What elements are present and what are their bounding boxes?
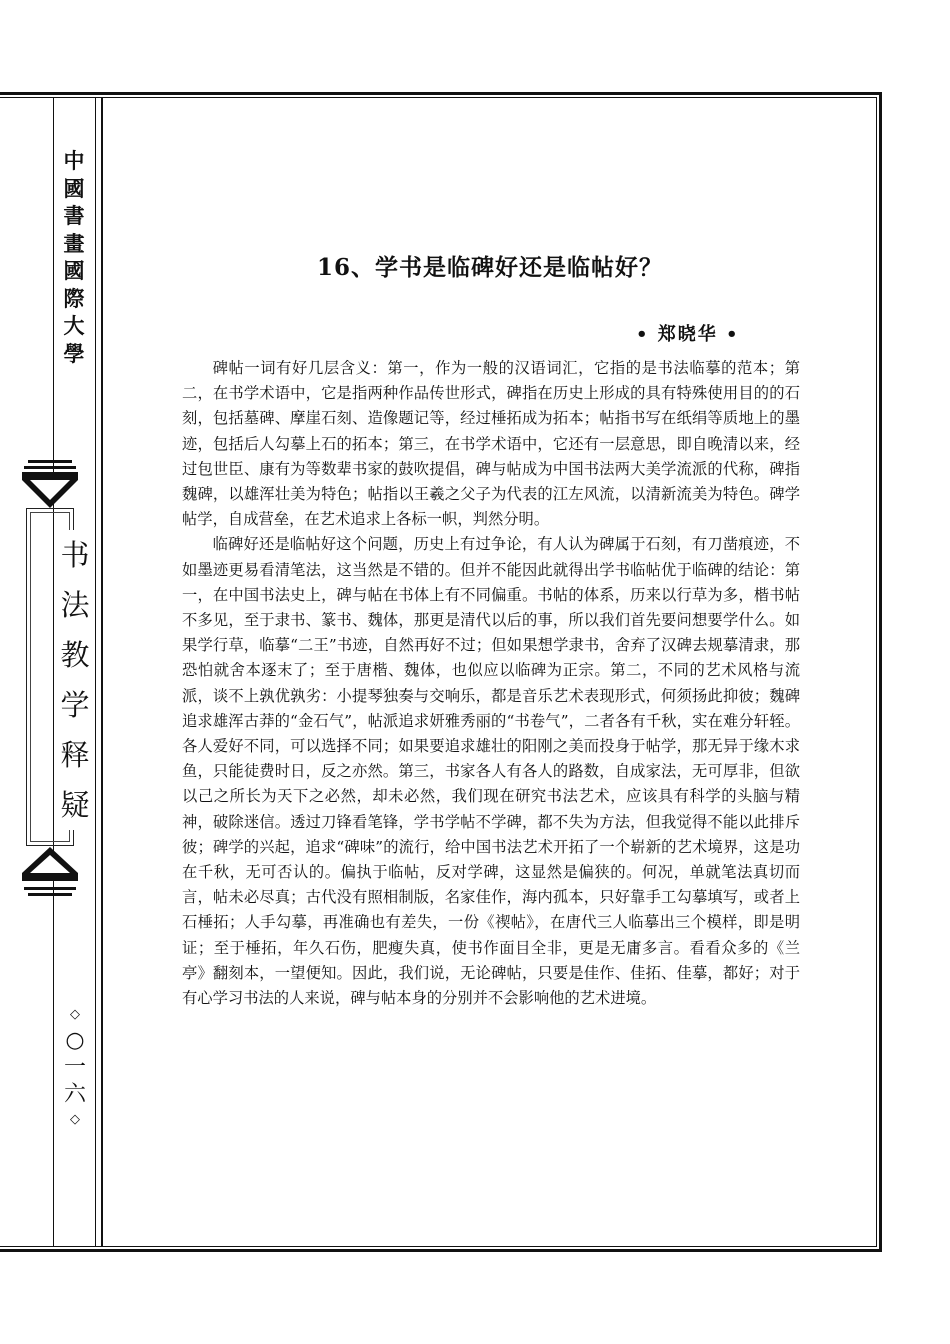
article-author: • 郑晓华 • bbox=[636, 324, 740, 345]
diamond-icon: ◇ bbox=[70, 1007, 80, 1022]
sidebar-rule-thick bbox=[101, 97, 103, 1247]
paragraph: 临碑好还是临帖好这个问题，历史上有过争论，有人认为碑属于石刻，有刀凿痕迹，不如墨迹更易看清笔法，这当然是不错的。但并不能因此就得出学书临帖优于临碑的结论：第一，在中国书法史上，碑与帖在书体上有不同偏重。书帖的体系，历来以行草为多，楷书帖不多见，至于隶书、篆书、魏体，那更是清代以后的事，所以我们首先要问想要学什么。如果学行草，临摹“二王”书迹，自然再好不过；但如果想学隶书，舍弃了汉碑去规摹清隶，那恐怕就舍本逐末了；至于唐楷、魏体，也似应以临碑为正宗。第二，不同的艺术风格与流派，谈不上孰优孰劣：小提琴独奏与交响乐，都是音乐艺术表现形式，何须扬此抑彼；魏碑追求雄浑古莽的“金石气”，帖派追求妍雅秀丽的“书卷气”，二者各有千秋，实在难分轩轾。各人爱好不同，可以选择不同；如果要追求雄壮的阳刚之美而投身于帖学，那无异于缘木求鱼，只能徒费时日，反之亦然。第三，书家各人有各人的路数，自成家法，无可厚非，但欲以己之所长为天下之必然，却未必然，我们现在研究书法艺术，应该具有科学的头脑与精神，破除迷信。透过刀锋看笔锋，学书学帖不学碑，都不失为方法，但我觉得不能以此排斥彼；碑学的兴起，追求“碑味”的流行，给中国书法艺术开拓了一个崭新的艺术境界，这是功在千秋，无可否认的。偏执于临帖，反对学碑，这显然是偏狭的。何况，单就笔法真切而言，帖未必尽真；古代没有照相制版，名家佳作，海内孤本，只好靠手工勾摹填写，或者上石棰拓；人手勾摹，再准确也有差失，一份《禊帖》，在唐代三人临摹出三个模样，即是明证；至于棰拓，年久石伤，肥瘦失真，使书作面目全非，更是无庸多言。看看众多的《兰亭》翻刻本，一望便知。因此，我们说，无论碑帖，只要是佳作、佳拓、佳摹，都好；对于有心学习书法的人来说，碑与帖本身的分别并不会影响他的艺术进境。 bbox=[182, 535, 800, 1008]
school-char: 際 bbox=[63, 286, 85, 311]
school-char: 國 bbox=[63, 259, 85, 283]
page-number-char: 一 bbox=[63, 1055, 86, 1080]
diamond-icon: ◇ bbox=[70, 1112, 80, 1127]
series-char: 教 bbox=[60, 638, 90, 672]
page-number-char: 六 bbox=[63, 1082, 86, 1107]
paragraph: 碑帖一词有好几层含义：第一，作为一般的汉语词汇，它指的是书法临摹的范本；第二，在书学术语中，它是指两种作品传世形式，碑指在历史上形成的具有特殊使用目的的石刻，包括墓碑、摩崖石刻、造像题记等，经过棰拓成为拓本；帖指书写在纸绢等质地上的墨迹，包括后人勾摹上石的拓本；第三，在书学术语中，它还有一层意思，即自晚清以来，经过包世臣、康有为等数辈书家的鼓吹提倡，碑与帖成为中国书法两大美学流派的代称，碑指魏碑，以雄浑壮美为特色；帖指以王羲之父子为代表的江左风流，以清新流美为特色。碑学帖学，自成营垒，在艺术追求上各标一帜，判然分明。 bbox=[182, 359, 800, 529]
series-char: 法 bbox=[60, 588, 90, 622]
page-number-vertical bbox=[58, 1003, 92, 1132]
school-char: 大 bbox=[63, 314, 85, 338]
school-char: 畫 bbox=[63, 231, 85, 256]
series-char: 学 bbox=[60, 688, 90, 722]
school-char: 國 bbox=[63, 176, 85, 201]
series-char: 疑 bbox=[60, 788, 90, 822]
page-number-char: ○ bbox=[65, 1028, 85, 1053]
cartouche-bottom-ornament bbox=[20, 843, 80, 903]
school-char: 學 bbox=[63, 341, 85, 366]
series-char: 释 bbox=[60, 738, 90, 772]
school-char: 書 bbox=[63, 204, 85, 228]
series-title-vertical bbox=[60, 530, 90, 830]
article-body bbox=[182, 356, 800, 1011]
article-title: 16、学书是临碑好还是临帖好？ bbox=[316, 254, 663, 281]
sidebar-rule-right bbox=[95, 97, 96, 1247]
school-name-vertical bbox=[56, 148, 92, 368]
school-char: 中 bbox=[63, 149, 85, 173]
series-char: 书 bbox=[60, 538, 90, 572]
